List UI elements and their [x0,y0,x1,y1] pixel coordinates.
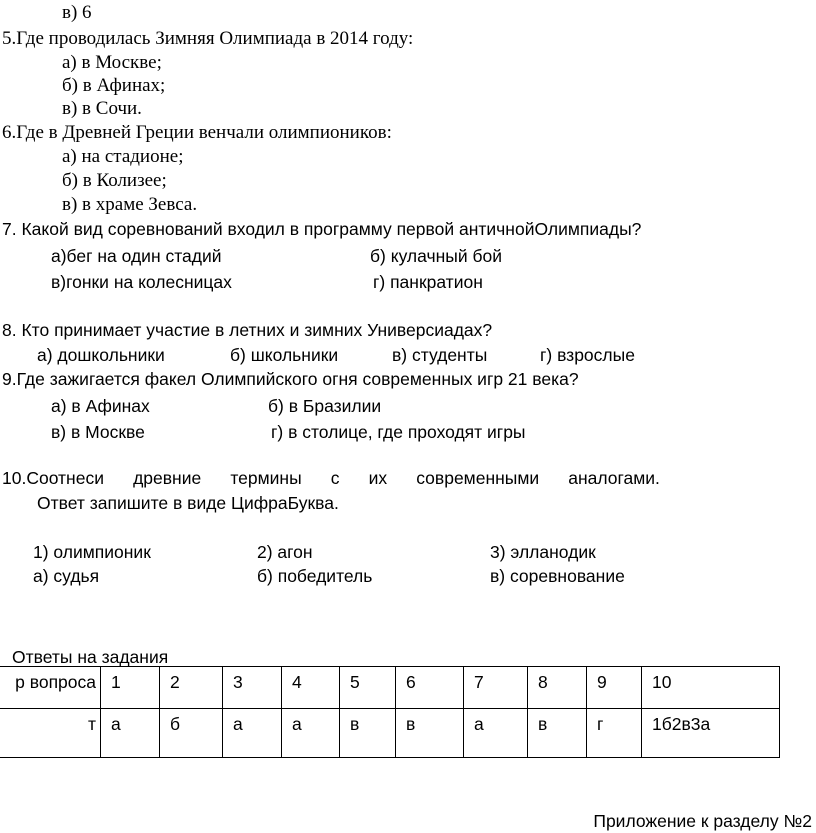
table-cell: 1 [101,667,160,709]
table-cell: г [587,709,642,758]
table-cell: 10 [642,667,780,709]
q6-option-b: б) в Колизее; [62,170,167,191]
q7-option-v: в)гонки на колесницах [51,272,232,292]
table-cell: а [464,709,528,758]
q7-option-a: а)бег на один стадий [51,246,222,266]
q9-option-a: а) в Афинах [51,396,150,416]
q7-option-g: г) панкратион [373,272,483,292]
answer-label: т [0,709,101,758]
q8-option-b: б) школьники [230,345,339,365]
q9-option-g: г) в столице, где проходят игры [271,422,526,442]
question-5: 5.Где проводилась Зимняя Олимпиада в 2014 году: [2,28,414,49]
q10-word: 10.Соотнеси [2,468,104,488]
q10-word: современными [416,468,540,488]
q5-option-v: в) в Сочи. [62,98,142,119]
answers-table [0,666,780,758]
q10-word: с [330,468,340,488]
q10-analog-b: б) победитель [257,566,373,586]
table-cell: 8 [528,667,587,709]
table-cell: в [528,709,587,758]
q8-option-v: в) студенты [392,345,488,365]
answers-title: Ответы на задания [12,647,169,667]
question-7: 7. Какой вид соревнований входил в программу первой античнойОлимпиады? [2,219,642,239]
q4-option-v: в) 6 [62,2,92,23]
table-cell: 5 [340,667,396,709]
table-cell: в [396,709,464,758]
table-cell: а [101,709,160,758]
question-number-label: р вопроса [0,667,101,709]
question-8: 8. Кто принимает участие в летних и зимних Универсиадах? [2,320,493,340]
q8-option-a: а) дошкольники [37,345,165,365]
q10-analog-a: а) судья [33,566,100,586]
question-6: 6.Где в Древней Греции венчали олимпиоников: [2,122,392,143]
question-9: 9.Где зажигается факел Олимпийского огня современных игр 21 века? [2,369,579,389]
question-10 [2,467,660,489]
table-row [0,709,780,758]
q10-word: термины [230,468,302,488]
table-cell: 2 [160,667,223,709]
table-cell: 6 [396,667,464,709]
table-cell: б [160,709,223,758]
q9-option-v: в) в Москве [51,422,145,442]
q6-option-v: в) в храме Зевса. [62,194,198,215]
appendix-footer: Приложение к разделу №2 [593,811,812,831]
q5-option-a: а) в Москве; [62,52,162,73]
table-cell: в [340,709,396,758]
q5-option-b: б) в Афинах; [62,75,166,96]
q8-option-g: г) взрослые [540,345,635,365]
q10-term-3: 3) элланодик [490,542,596,562]
q10-term-2: 2) агон [257,542,313,562]
q10-word: древние [133,468,202,488]
q7-option-b: б) кулачный бой [370,246,503,266]
table-cell: а [282,709,340,758]
q10-analog-v: в) соревнование [490,566,625,586]
table-cell: 4 [282,667,340,709]
q9-option-b: б) в Бразилии [268,396,382,416]
table-cell: 3 [223,667,282,709]
table-cell: 1б2в3а [642,709,780,758]
q10-word: аналогами. [568,468,660,488]
q10-instruction: Ответ запишите в виде ЦифраБуква. [37,493,339,513]
table-cell: 9 [587,667,642,709]
table-cell: а [223,709,282,758]
q6-option-a: а) на стадионе; [62,146,184,167]
q10-term-1: 1) олимпионик [33,542,151,562]
table-row [0,667,780,709]
q10-word: их [368,468,388,488]
table-cell: 7 [464,667,528,709]
